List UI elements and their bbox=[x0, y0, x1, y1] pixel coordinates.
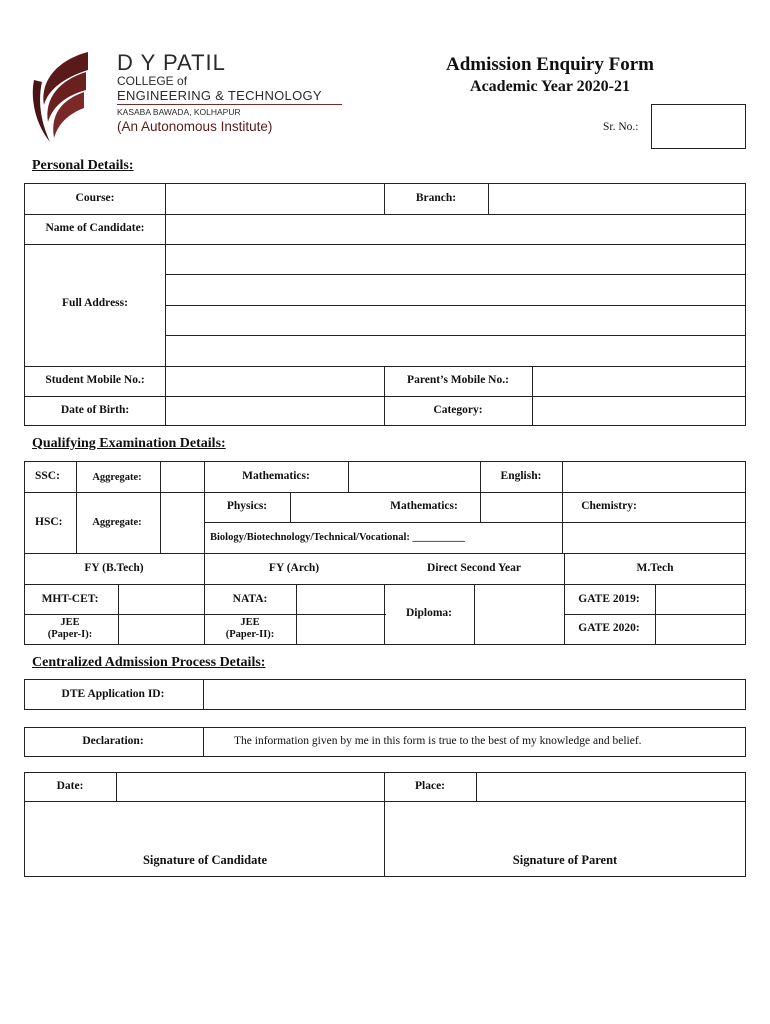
declaration-label: Declaration: bbox=[82, 735, 144, 747]
ssc-math-field[interactable] bbox=[349, 462, 479, 491]
hsc-aggregate-field[interactable] bbox=[161, 493, 203, 552]
hsc-bio-label: Biology/Biotechnology/Technical/Vocational: __________ bbox=[210, 532, 466, 543]
fy-btech-label: FY (B.Tech) bbox=[84, 562, 144, 574]
dte-id-label: DTE Application ID: bbox=[61, 688, 165, 700]
jee1-field[interactable] bbox=[119, 615, 203, 644]
jee2-label-b: (Paper-II): bbox=[225, 629, 275, 640]
dob-label: Date of Birth: bbox=[60, 404, 130, 416]
gate2020-field[interactable] bbox=[656, 615, 745, 644]
parent-signature-label: Signature of Parent bbox=[512, 853, 618, 867]
mht-cet-label: MHT-CET: bbox=[41, 593, 99, 605]
mht-cet-field[interactable] bbox=[119, 585, 203, 613]
diploma-field[interactable] bbox=[475, 585, 563, 644]
jee2-field[interactable] bbox=[297, 615, 383, 644]
personal-details-heading: Personal Details: bbox=[32, 158, 134, 173]
branch-label: Branch: bbox=[415, 192, 457, 204]
candidate-name-field[interactable] bbox=[166, 215, 745, 243]
logo-line-name: D Y PATIL bbox=[117, 50, 226, 75]
ssc-math-label: Mathematics: bbox=[242, 470, 310, 482]
jee1-label-b: (Paper-I): bbox=[47, 629, 93, 640]
gate2019-label: GATE 2019: bbox=[578, 593, 640, 605]
sr-no-label: Sr. No.: bbox=[603, 121, 639, 133]
mtech-label: M.Tech bbox=[636, 562, 674, 574]
ssc-label: SSC: bbox=[35, 470, 60, 482]
parent-mobile-field[interactable] bbox=[533, 367, 745, 395]
date-field[interactable] bbox=[117, 773, 383, 800]
place-field[interactable] bbox=[477, 773, 745, 800]
college-logo bbox=[28, 50, 98, 145]
hsc-chemistry-field[interactable] bbox=[655, 493, 745, 521]
declaration-text: The information given by me in this form is true to the best of my knowledge and belief. bbox=[234, 735, 642, 747]
course-field[interactable] bbox=[166, 184, 383, 213]
cap-heading: Centralized Admission Process Details: bbox=[32, 655, 266, 670]
logo-line-location: KASABA BAWADA, KOLHAPUR bbox=[117, 107, 241, 117]
logo-line-college: COLLEGE of bbox=[117, 74, 188, 88]
hsc-aggregate-label: Aggregate: bbox=[92, 517, 142, 528]
parent-mobile-label: Parent’s Mobile No.: bbox=[407, 374, 509, 386]
full-address-field[interactable] bbox=[166, 245, 745, 365]
full-address-label: Full Address: bbox=[62, 297, 128, 309]
hsc-physics-field[interactable] bbox=[291, 493, 347, 521]
ssc-english-label: English: bbox=[500, 470, 542, 482]
logo-line-autonomous: (An Autonomous Institute) bbox=[117, 119, 273, 134]
hsc-chemistry-label: Chemistry: bbox=[581, 500, 637, 512]
diploma-label: Diploma: bbox=[406, 607, 452, 619]
nata-label: NATA: bbox=[232, 593, 268, 605]
gate2020-label: GATE 2020: bbox=[578, 622, 640, 634]
course-label: Course: bbox=[75, 192, 115, 204]
direct-second-year-label: Direct Second Year bbox=[427, 562, 521, 574]
place-label: Place: bbox=[414, 780, 446, 792]
gate2019-field[interactable] bbox=[656, 585, 745, 613]
nata-field[interactable] bbox=[297, 585, 383, 613]
jee2-label-a: JEE bbox=[240, 617, 260, 628]
dob-field[interactable] bbox=[166, 397, 383, 425]
jee1-label-a: JEE bbox=[60, 617, 80, 628]
hsc-math-label: Mathematics: bbox=[390, 500, 458, 512]
ssc-aggregate-label: Aggregate: bbox=[92, 472, 142, 483]
category-field[interactable] bbox=[533, 397, 745, 425]
hsc-math-field[interactable] bbox=[481, 493, 561, 521]
ssc-aggregate-field[interactable] bbox=[161, 462, 203, 491]
date-label: Date: bbox=[56, 780, 84, 792]
hsc-label: HSC: bbox=[35, 516, 63, 528]
sr-no-field[interactable] bbox=[651, 104, 746, 149]
logo-line-eng: ENGINEERING & TECHNOLOGY bbox=[117, 88, 322, 103]
flame-logo-icon bbox=[28, 50, 98, 145]
academic-year: Academic Year 2020-21 bbox=[470, 78, 630, 95]
student-mobile-field[interactable] bbox=[166, 367, 383, 395]
dte-id-field[interactable] bbox=[204, 680, 745, 709]
student-mobile-label: Student Mobile No.: bbox=[45, 374, 145, 386]
candidate-signature-label: Signature of Candidate bbox=[142, 853, 268, 867]
candidate-name-label: Name of Candidate: bbox=[45, 222, 145, 234]
logo-underline bbox=[117, 104, 342, 105]
branch-field[interactable] bbox=[489, 184, 745, 213]
category-label: Category: bbox=[433, 404, 483, 416]
ssc-english-field[interactable] bbox=[563, 462, 745, 491]
fy-arch-label: FY (Arch) bbox=[268, 562, 320, 574]
form-title: Admission Enquiry Form bbox=[446, 54, 654, 75]
hsc-physics-label: Physics: bbox=[226, 500, 268, 512]
qualifying-heading: Qualifying Examination Details: bbox=[32, 436, 226, 451]
